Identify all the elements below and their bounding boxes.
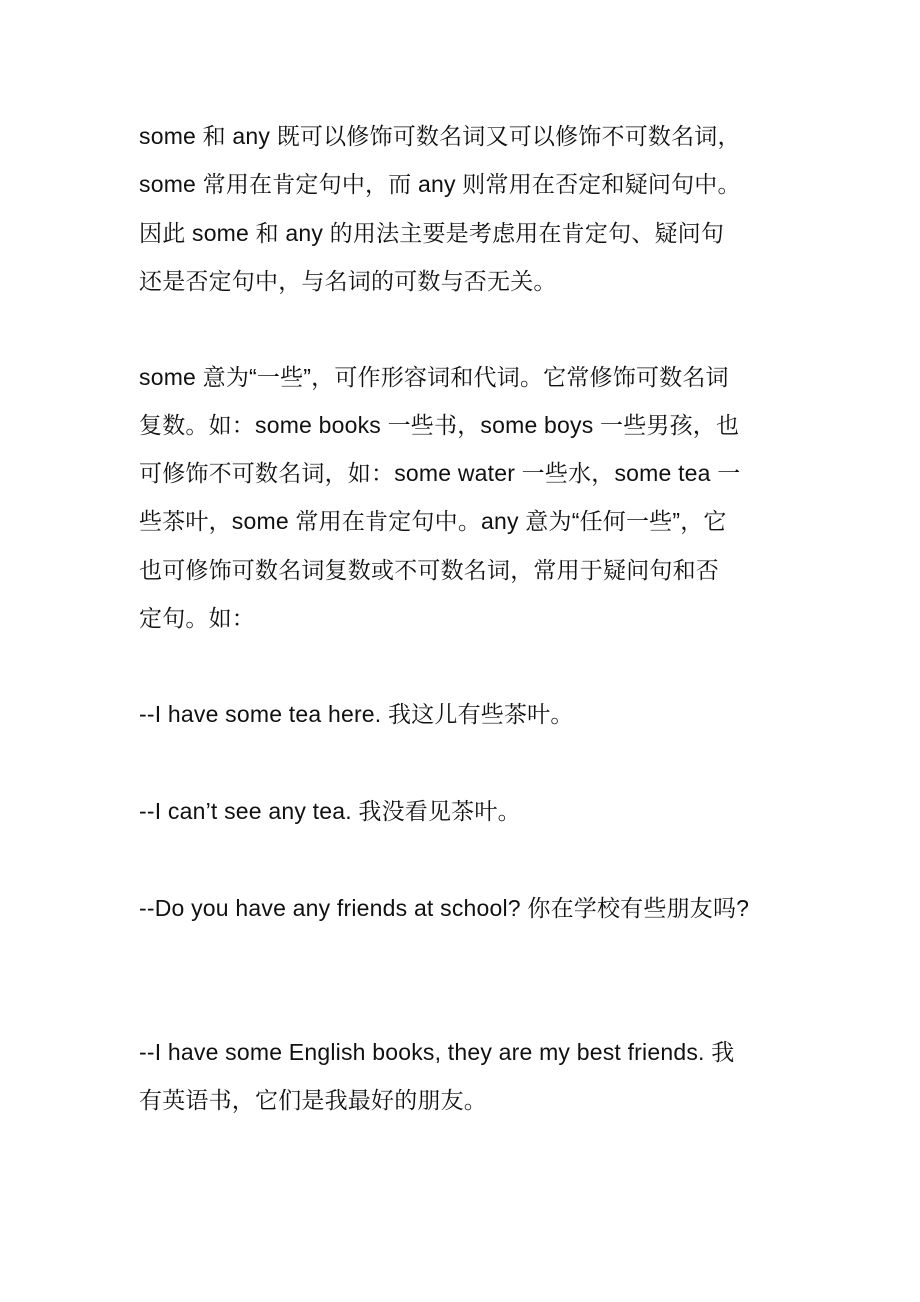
example-3: --Do you have any friends at school? 你在学校有些朋友吗? [139,895,750,921]
paragraph-2-line-1: some 意为“一些”，可作形容词和代词。它常修饰可数名词 [139,364,729,390]
example-4-line-2: 有英语书，它们是我最好的朋友。 [139,1087,487,1113]
example-1: --I have some tea here. 我这儿有些茶叶。 [139,701,574,727]
paragraph-2-line-6: 定句。如： [139,605,255,631]
paragraph-2-line-5: 也可修饰可数名词复数或不可数名词，常用于疑问句和否 [139,557,719,583]
paragraph-1-line-2: some 常用在肯定句中，而 any 则常用在否定和疑问句中。 [139,171,741,197]
paragraph-1-line-1: some 和 any 既可以修饰可数名词又可以修饰不可数名词， [139,123,741,149]
paragraph-2-line-3: 可修饰不可数名词，如：some water 一些水，some tea 一 [139,460,741,486]
paragraph-2-line-2: 复数。如：some books 一些书，some boys 一些男孩，也 [139,412,740,438]
paragraph-1-line-3: 因此 some 和 any 的用法主要是考虑用在肯定句、疑问句 [139,220,725,246]
example-2: --I can’t see any tea. 我没看见茶叶。 [139,798,521,824]
paragraph-2-line-4: 些茶叶，some 常用在肯定句中。any 意为“任何一些”，它 [139,508,727,534]
paragraph-1-line-4: 还是否定句中，与名词的可数与否无关。 [139,268,557,294]
example-4-line-1: --I have some English books, they are my best friends. 我 [139,1039,735,1065]
